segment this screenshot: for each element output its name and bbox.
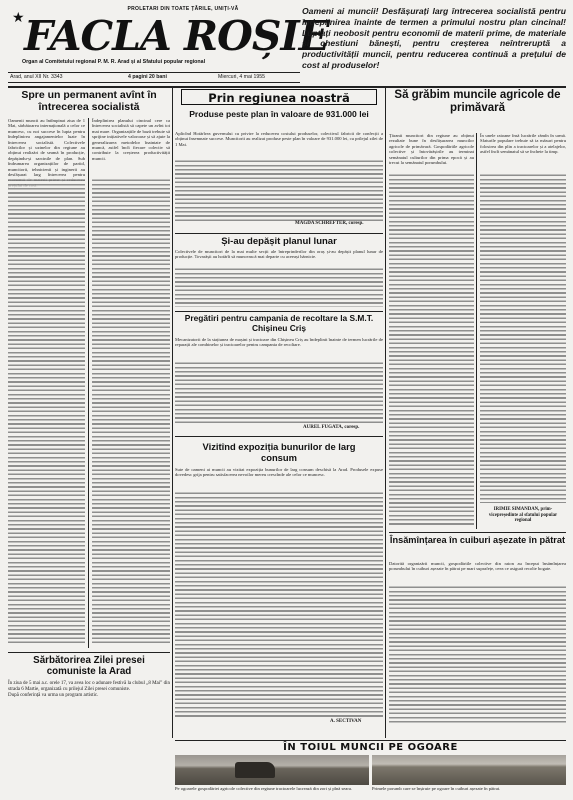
- issue-date: Miercuri, 4 mai 1955: [218, 74, 265, 80]
- left-headline: Spre un permanent avînt în întrecerea socialistă: [21, 89, 157, 113]
- right-article-text-2: În unele raioane însă lucrările rămîn în urmă. Sfaturile populare trebuie să ia măsuri pentru folosirea din plin a tractoarelor și a atelajelor, astfel încît semănatul să se încheie la timp.: [480, 133, 566, 155]
- issue-info-bar: [8, 73, 300, 82]
- center-headline-1: Produse peste plan în valoare de 931.000 lei: [189, 109, 369, 119]
- tractor-silhouette-icon: [235, 762, 275, 778]
- right-byline: IRIMIE SIMANDAN, prim-vicepreședinte al sfatului popular regional: [488, 507, 558, 524]
- center-article-4-text: Sute de oameni ai muncii au vizitat expoziția bunurilor de larg consum deschisă la Arad. Produsele expuse dovedesc grija pentru satisfacerea nevoilor mereu crescînde ale celor ce muncesc.: [175, 467, 383, 478]
- section-title-regiune: Prin regiunea noastră: [181, 89, 377, 105]
- photo-caption-1: Pe ogoarele gospodăriei agricole colective din regiune tractoarele lucrează din zori și pînă seara.: [175, 786, 353, 791]
- masthead-motto: PROLETARI DIN TOATE ȚĂRILE, UNIȚI-VĂ: [127, 6, 239, 12]
- sowing-headline: Însămînțarea în cuiburi așezate în pătrat: [389, 535, 566, 545]
- center-article-3-text: Mecanizatorii de la stațiunea de mașini și tractoare din Chișineu Criș au îndeplinit înainte de termen lucrările de reparații ale combinelor și tractoarelor pentru campania de recoltare.: [175, 337, 383, 348]
- press-day-article: [8, 655, 170, 795]
- sowing-article: [389, 535, 566, 735]
- press-day-headline: Sărbătorirea Zilei presei comuniste la Arad: [33, 655, 145, 677]
- center-article-2-text: Colectivele de muncitori de la mai multe secții ale întreprinderilor din oraș și-au depășit planul lunar de producție. Tovarășii au hotărît să muncească mai departe cu aceeași hărnicie.: [175, 249, 383, 260]
- left-article-col1-text: Oamenii muncii au întîmpinat ziua de 1 Mai, sărbătoarea internațională a celor ce muncesc, cu noi succese în lupta pentru îndeplinirea angajamentelor luate în întrecerea socialistă. Colectivele fabricilor și uzinelor din regiune au obținut realizări de seamă în producție, depășindu-și sarcinile de plan. Sub îndrumarea organizațiilor de partid, muncitorii, tehnicienii și inginerii au desfășurat larg întrecerea pentru: [8, 118, 85, 178]
- center-article-1-text: Aplicînd Hotărîrea guvernului cu privire la reducerea costului produselor, colectivul fabricii de confecții a obținut însemnate succese. Muncitorii au realizat produse peste plan în valoare de 931.000 lei, cu prilejul zilei de 1 Mai.: [175, 131, 383, 147]
- photo-caption-2: Primele porumb care se înșiruie pe ogoare în cuiburi așezate în pătrat.: [372, 786, 501, 791]
- front-slogan: Oameni ai muncii! Desfășurați larg întrecerea socialistă pentru îndeplinirea înainte de termen a primului nostru plan cincinal! Luptați neobosit pentru economii de materii prime, de materiale și chestiuni bănești, pentru creșterea neîntreruptă a productivității muncii, pentru reducerea continuă a prețului de cost al produselor!: [302, 6, 566, 70]
- byline-4: A. SECTIVAN: [330, 719, 362, 724]
- photo-section: [175, 742, 566, 798]
- center-headline-3: Pregătiri pentru campania de recoltare la S.M.T. Chișineu Criș: [184, 313, 374, 333]
- left-article-col2-text: Îndeplinirea planului cincinal cere ca întrecerea socialistă să capete un avînt tot mai mare. Organizațiile de bază trebuie să sprijine inițiativele valoroase și să ajute la generalizarea metodelor înaintate de muncă, astfel încît fiecare colectiv să contribuie la creșterea productivității muncii.: [92, 118, 170, 161]
- issue-pages-price: 4 pagini 20 bani: [128, 74, 167, 80]
- issue-number: Arad, anul XII Nr. 3343: [10, 74, 63, 80]
- byline-3: AUREL FUGATA, coresp.: [303, 425, 360, 430]
- photo-section-title: ÎN TOIUL MUNCII PE OGOARE: [283, 742, 458, 753]
- press-day-text-2: După conferință va urma un program artistic.: [8, 693, 99, 698]
- center-headline-4: Vizitînd expoziția bunurilor de larg consum: [202, 441, 356, 463]
- right-article-text-1: Țăranii muncitori din regiune au obținut rezultate bune în desfășurarea muncilor agricole de primăvară. Gospodăriile agricole colective și întovărășirile au terminat semănatul culturilor din prima epocă și au trecut la semănatul porumbului.: [389, 133, 474, 166]
- press-day-text: În ziua de 5 mai a.c. orele 17, va avea loc o adunare festivă la clubul „8 Mai” din strada 6 Martie, organizată cu prilejul Zilei presei comuniste.: [8, 681, 171, 692]
- masthead-organ: Organ al Comitetului regional P. M. R. Arad și al Sfatului popular regional: [22, 59, 206, 65]
- sowing-text: Datorită organizării muncii, gospodăriile colective din raion au început însămînțarea porumbului în cuiburi așezate în pătrat pe mari suprafețe, ceea ce asigură recolte bogate.: [389, 561, 566, 572]
- left-article: [8, 90, 170, 650]
- photo-field: [372, 755, 566, 785]
- star-icon: ★: [12, 10, 25, 26]
- center-section: [175, 89, 383, 739]
- center-headline-2: Și-au depășit planul lunar: [221, 236, 337, 247]
- byline-1: MAGDA SCHREFTER, coresp.: [295, 221, 364, 226]
- masthead: [8, 6, 329, 80]
- right-headline: Să grăbim muncile agricole de primăvară: [394, 89, 561, 114]
- right-article: [389, 89, 566, 529]
- masthead-title: FACLA ROȘIE: [24, 12, 329, 60]
